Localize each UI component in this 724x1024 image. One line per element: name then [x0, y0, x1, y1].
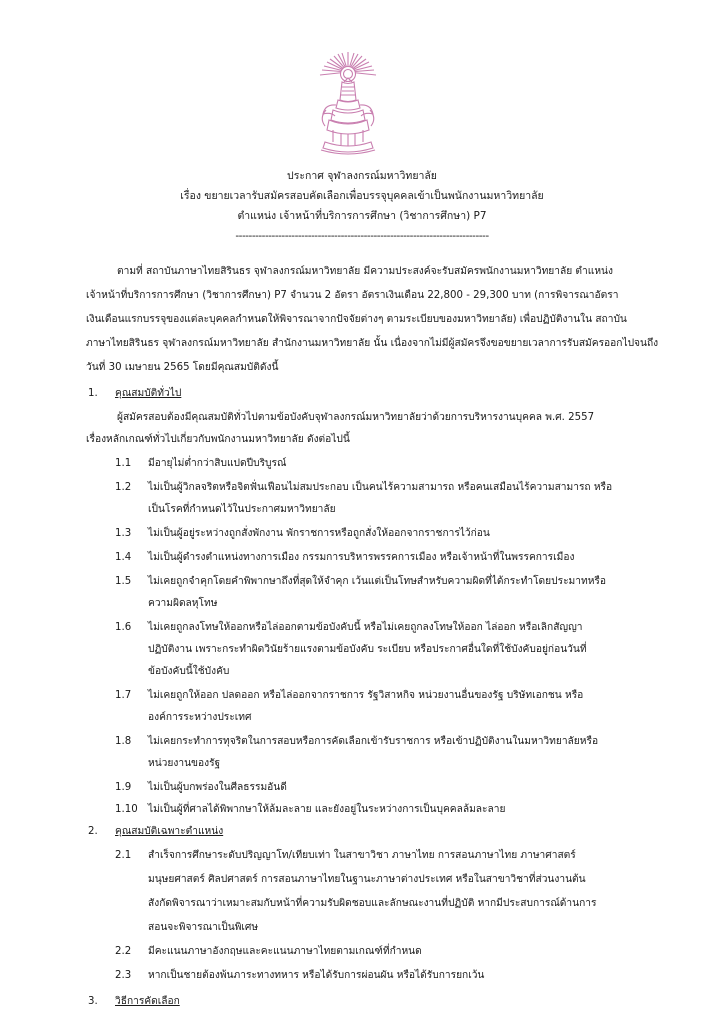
intro-line: เจ้าหน้าที่บริการการศึกษา (วิชาการศึกษา) P7 จำนวน 2 อัตรา อัตราเงินเดือน 22,800 - 29,300 บาท (การพิจารณาอัตรา	[86, 290, 619, 301]
item-line: ไม่เคยถูกให้ออก ปลดออก หรือไล่ออกจากราชการ รัฐวิสาหกิจ หน่วยงานอื่นของรัฐ บริษัทเอกชน หรือ	[148, 690, 584, 701]
item-line: ไม่เป็นผู้ที่ศาลได้พิพากษาให้ล้มละลาย และยังอยู่ในระหว่างการเป็นบุคคลล้มละลาย	[148, 804, 506, 815]
item-line: สำเร็จการศึกษาระดับปริญญาโท/เทียบเท่า ในสาขาวิชา ภาษาไทย การสอนภาษาไทย ภาษาศาสตร์	[148, 850, 576, 861]
item-line: มีอายุไม่ต่ำกว่าสิบแปดปีบริบูรณ์	[148, 458, 287, 469]
section-number: 1.	[88, 388, 98, 399]
announcement-heading: ประกาศ จุฬาลงกรณ์มหาวิทยาลัย	[287, 170, 437, 182]
item-line: องค์การระหว่างประเทศ	[148, 712, 252, 723]
intro-line: วันที่ 30 เมษายน 2565 โดยมีคุณสมบัติดังนี้	[86, 362, 279, 373]
item-number: 1.5	[115, 576, 132, 587]
item-line: หน่วยงานของรัฐ	[148, 758, 221, 769]
item-number: 1.9	[115, 782, 132, 793]
item-line: ไม่เคยถูกจำคุกโดยคำพิพากษาถึงที่สุดให้จำคุก เว้นแต่เป็นโทษสำหรับความผิดที่ได้กระทำโดยประมาทหรือ	[148, 576, 606, 587]
section-desc-line: ผู้สมัครสอบต้องมีคุณสมบัติทั่วไปตามข้อบังคับจุฬาลงกรณ์มหาวิทยาลัยว่าด้วยการบริหารงานบุคคล พ.ศ. 2557	[117, 412, 595, 423]
announcement-subject: เรื่อง ขยายเวลารับสมัครสอบคัดเลือกเพื่อบรรจุบุคคลเข้าเป็นพนักงานมหาวิทยาลัย	[180, 190, 544, 202]
item-line: ไม่เป็นผู้วิกลจริตหรือจิตฟั่นเฟือนไม่สมประกอบ เป็นคนไร้ความสามารถ หรือคนเสมือนไร้ความสามารถ หรือ	[148, 482, 613, 493]
item-line: เป็นโรคที่กำหนดไว้ในประกาศมหาวิทยาลัย	[148, 504, 336, 515]
intro-line: เงินเดือนแรกบรรจุของแต่ละบุคคลกำหนดให้พิจารณาจากปัจจัยต่างๆ ตามระเบียบของมหาวิทยาลัย) เพื่อปฏิบัติงานใน สถาบัน	[86, 314, 627, 325]
section-number: 2.	[88, 826, 98, 837]
item-line: มนุษยศาสตร์ ศิลปศาสตร์ การสอนภาษาไทยในฐานะภาษาต่างประเทศ หรือในสาขาวิชาที่ส่วนงานต้น	[148, 874, 586, 885]
item-line: ข้อบังคับนี้ใช้บังคับ	[148, 666, 230, 677]
item-line: ปฏิบัติงาน เพราะกระทำผิดวินัยร้ายแรงตามข้อบังคับ ระเบียบ หรือประกาศอื่นใดที่ใช้บังคับอยู่ก่อนวันที่	[148, 644, 587, 655]
announcement-position: ตำแหน่ง เจ้าหน้าที่บริการการศึกษา (วิชาการศึกษา) P7	[237, 210, 487, 222]
item-number: 2.1	[115, 850, 132, 861]
item-number: 1.4	[115, 552, 132, 563]
item-number: 1.7	[115, 690, 132, 701]
item-line: ไม่เป็นผู้ดำรงตำแหน่งทางการเมือง กรรมการบริหารพรรคการเมือง หรือเจ้าหน้าที่ในพรรคการเมือง	[148, 552, 575, 563]
item-line: สังกัดพิจารณาว่าเหมาะสมกับหน้าที่ความรับผิดชอบและลักษณะงานที่ปฏิบัติ หากมีประสบการณ์ด้านการ	[148, 898, 597, 909]
item-number: 1.3	[115, 528, 132, 539]
item-number: 1.8	[115, 736, 132, 747]
section-number: 3.	[88, 996, 98, 1007]
chulalongkorn-emblem-icon	[311, 50, 385, 158]
item-line: ไม่เป็นผู้บกพร่องในศีลธรรมอันดี	[148, 782, 287, 793]
section-title: คุณสมบัติทั่วไป	[115, 388, 182, 399]
item-number: 1.10	[115, 804, 138, 815]
item-line: สอนจะพิจารณาเป็นพิเศษ	[148, 922, 259, 933]
item-line: ไม่เคยกระทำการทุจริตในการสอบหรือการคัดเลือกเข้ารับราชการ หรือเข้าปฏิบัติงานในมหาวิทยาลัยหรือ	[148, 736, 599, 747]
item-number: 2.3	[115, 970, 132, 981]
header-divider: -----------------------------------------------------------------------------	[235, 230, 489, 242]
item-line: มีคะแนนภาษาอังกฤษและคะแนนภาษาไทยตามเกณฑ์ที่กำหนด	[148, 946, 422, 957]
item-number: 2.2	[115, 946, 132, 957]
item-line: ไม่เป็นผู้อยู่ระหว่างถูกสั่งพักงาน พักราชการหรือถูกสั่งให้ออกจากราชการไว้ก่อน	[148, 528, 490, 539]
item-number: 1.2	[115, 482, 132, 493]
section-title: คุณสมบัติเฉพาะตำแหน่ง	[115, 826, 224, 837]
section-title: วิธีการคัดเลือก	[115, 996, 180, 1007]
item-line: ความผิดลหุโทษ	[148, 598, 218, 609]
item-number: 1.1	[115, 458, 132, 469]
section-desc-line: เรื่องหลักเกณฑ์ทั่วไปเกี่ยวกับพนักงานมหาวิทยาลัย ดังต่อไปนี้	[86, 434, 350, 445]
item-number: 1.6	[115, 622, 132, 633]
item-line: ไม่เคยถูกลงโทษให้ออกหรือไล่ออกตามข้อบังคับนี้ หรือไม่เคยถูกลงโทษให้ออก ไล่ออก หรือเลิกสัญญา	[148, 622, 583, 633]
item-line: หากเป็นชายต้องพ้นภาระทางทหาร หรือได้รับการผ่อนผัน หรือได้รับการยกเว้น	[148, 970, 485, 981]
intro-line: ภาษาไทยสิรินธร จุฬาลงกรณ์มหาวิทยาลัย สำนักงานมหาวิทยาลัย นั้น เนื่องจากไม่มีผู้สมัครจึงขอขยายเวลาการรับสมัครออกไปจนถึง	[86, 338, 659, 349]
intro-line: ตามที่ สถาบันภาษาไทยสิรินธร จุฬาลงกรณ์มหาวิทยาลัย มีความประสงค์จะรับสมัครพนักงานมหาวิทยาลัย ตำแหน่ง	[117, 266, 613, 277]
